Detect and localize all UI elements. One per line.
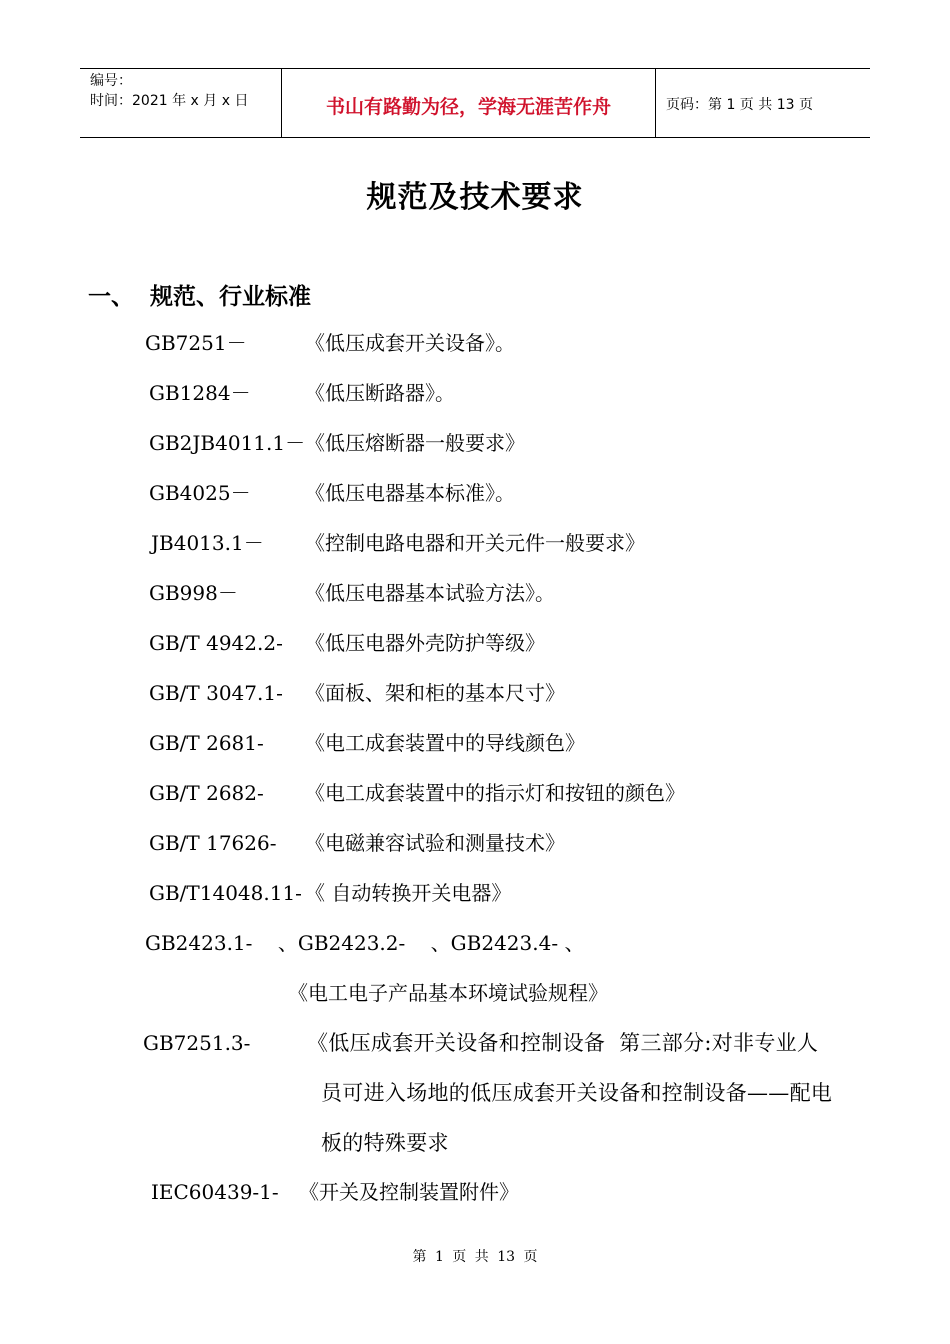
standard-name: 《低压成套开关设备》。 (305, 331, 515, 355)
section-title: 规范、行业标准 (150, 284, 311, 310)
standard-code: GB2JB4011.1－ (149, 431, 306, 455)
standard-name-multiline (307, 1018, 867, 1168)
standard-code: GB7251－ (145, 331, 247, 355)
time-label: 时间：2021 年 x 月 x 日 (90, 93, 249, 109)
standard-code: GB4025－ (149, 481, 251, 505)
header-meta (80, 69, 282, 137)
standard-code: JB4013.1－ (151, 531, 264, 555)
section-number: 一、 (88, 284, 134, 310)
document-title: 规范及技术要求 (366, 180, 584, 215)
standard-code: GB/T14048.11- (149, 881, 302, 905)
document-header (80, 68, 870, 138)
standard-code: GB/T 3047.1- (149, 681, 283, 705)
standard-code: GB1284－ (149, 381, 251, 405)
standard-code: GB/T 4942.2- (149, 631, 283, 655)
standard-code: GB/T 2681- (149, 731, 264, 755)
standard-code: GB7251.3- (143, 1031, 251, 1055)
number-label: 编号： (90, 73, 132, 89)
header-page-label: 页码：第 1 页 共 13 页 (666, 97, 813, 113)
standard-code: GB/T 2682- (149, 781, 264, 805)
header-motto: 书山有路勤为径，学海无涯苦作舟 (282, 69, 656, 137)
standard-name-line: 板的特殊要求 (321, 1131, 449, 1155)
standard-name: 《低压熔断器一般要求》 (305, 431, 525, 455)
standard-name: 《低压电器外壳防护等级》 (305, 631, 545, 655)
page-footer: 第 1 页 共 13 页 (412, 1249, 538, 1265)
standard-name: 《低压电器基本试验方法》。 (305, 581, 555, 605)
standard-name: 《面板、架和柜的基本尺寸》 (305, 681, 565, 705)
standard-name: 《电磁兼容试验和测量技术》 (305, 831, 565, 855)
standard-name: 《电工成套装置中的导线颜色》 (305, 731, 585, 755)
section-heading (88, 278, 311, 311)
standard-name: 《 自动转换开关电器》 (305, 881, 512, 905)
standard-name: 《低压电器基本标准》。 (305, 481, 515, 505)
standard-name: 《低压断路器》。 (305, 381, 455, 405)
standard-code: GB998－ (149, 581, 238, 605)
standard-name: 《开关及控制装置附件》 (299, 1180, 519, 1204)
standard-name: 《控制电路电器和开关元件一般要求》 (305, 531, 645, 555)
standard-name: 《电工成套装置中的指示灯和按钮的颜色》 (305, 781, 685, 805)
standard-name: 《电工电子产品基本环境试验规程》 (288, 981, 608, 1005)
standard-name-line: 《低压成套开关设备和控制设备 第三部分:对非专业人 (307, 1031, 819, 1055)
standard-name-line: 员可进入场地的低压成套开关设备和控制设备——配电 (321, 1081, 833, 1105)
standard-code: IEC60439-1- (151, 1180, 279, 1204)
standard-code: GB/T 17626- (149, 831, 277, 855)
standard-codes: GB2423.1- 、GB2423.2- 、GB2423.4- 、 (145, 931, 585, 955)
